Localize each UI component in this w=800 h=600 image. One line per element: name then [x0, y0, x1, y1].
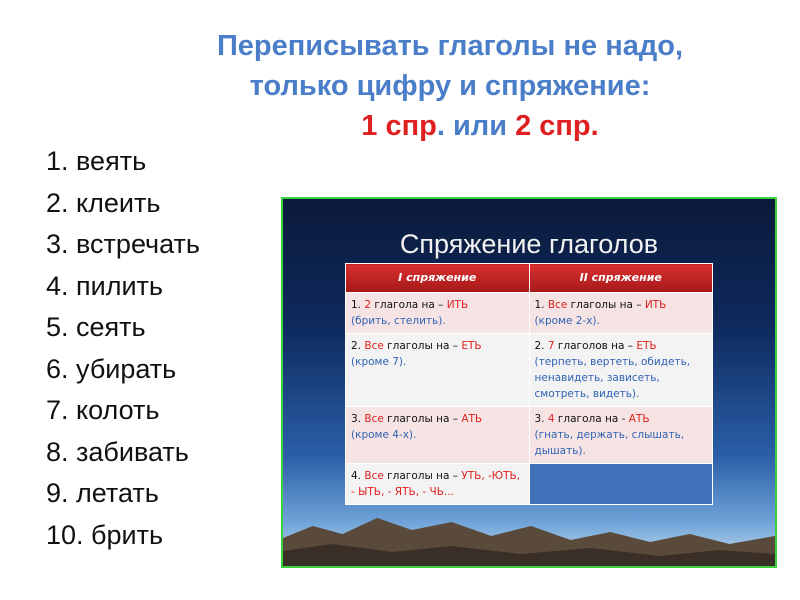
- verb-item: 8. забивать: [46, 436, 189, 467]
- table-header-row: [346, 264, 713, 293]
- verb-item: 2. клеить: [46, 187, 161, 218]
- conjugation-table: [345, 263, 713, 505]
- conjugation-slide-image: [281, 197, 777, 568]
- verb-item: 5. сеять: [46, 312, 146, 342]
- table-row: [346, 464, 713, 505]
- table-row: [346, 293, 713, 334]
- verb-item: 10. брить: [46, 519, 164, 550]
- verb-list: [46, 141, 276, 556]
- verb-item: 9. летать: [46, 478, 159, 508]
- verb-item: 7. колоть: [46, 395, 160, 425]
- table-cell: 3. Все глаголы на – АТЬ (кроме 4-х).: [346, 407, 530, 464]
- table-row: [346, 407, 713, 464]
- table-cell: 1. 2 глагола на – ИТЬ (брить, стелить).: [346, 293, 530, 334]
- heading-or: . или: [436, 110, 516, 142]
- table-cell: 2. 7 глаголов на – ЕТЬ (терпеть, вертеть, обидеть, ненавидеть, зависеть, смотреть, видеть).: [529, 334, 713, 407]
- task-heading: [160, 26, 740, 146]
- heading-line-1: Переписывать глаголы не надо,: [216, 30, 684, 62]
- verb-item: 1. веять: [46, 146, 147, 176]
- table-cell: 3. 4 глагола на - АТЬ (гнать, держать, слышать, дышать).: [529, 407, 713, 464]
- table-cell: 2. Все глаголы на – ЕТЬ (кроме 7).: [346, 334, 530, 407]
- heading-line-3: [160, 106, 740, 146]
- heading-option-2: 2 спр.: [515, 110, 599, 142]
- verb-item: 4. пилить: [46, 270, 163, 301]
- slide-title: Спряжение глаголов: [399, 229, 659, 259]
- verb-item: 6. убирать: [46, 353, 177, 384]
- heading-option-1: 1 спр: [361, 110, 437, 142]
- verb-item: 3. встречать: [46, 229, 200, 259]
- table-cell: 4. Все глаголы на – УТЬ, -ЮТЬ, - ЫТЬ, - ЯТЬ, - ЧЬ...: [346, 464, 530, 505]
- heading-line-2: только цифру и спряжение:: [249, 70, 651, 102]
- col-header-2: II спряжение: [529, 264, 713, 293]
- table-row: [346, 334, 713, 407]
- mountains-decoration: [283, 496, 775, 566]
- col-header-1: I спряжение: [346, 264, 530, 293]
- empty-table-cell: [529, 464, 713, 505]
- table-cell: 1. Все глаголы на – ИТЬ (кроме 2-х).: [529, 293, 713, 334]
